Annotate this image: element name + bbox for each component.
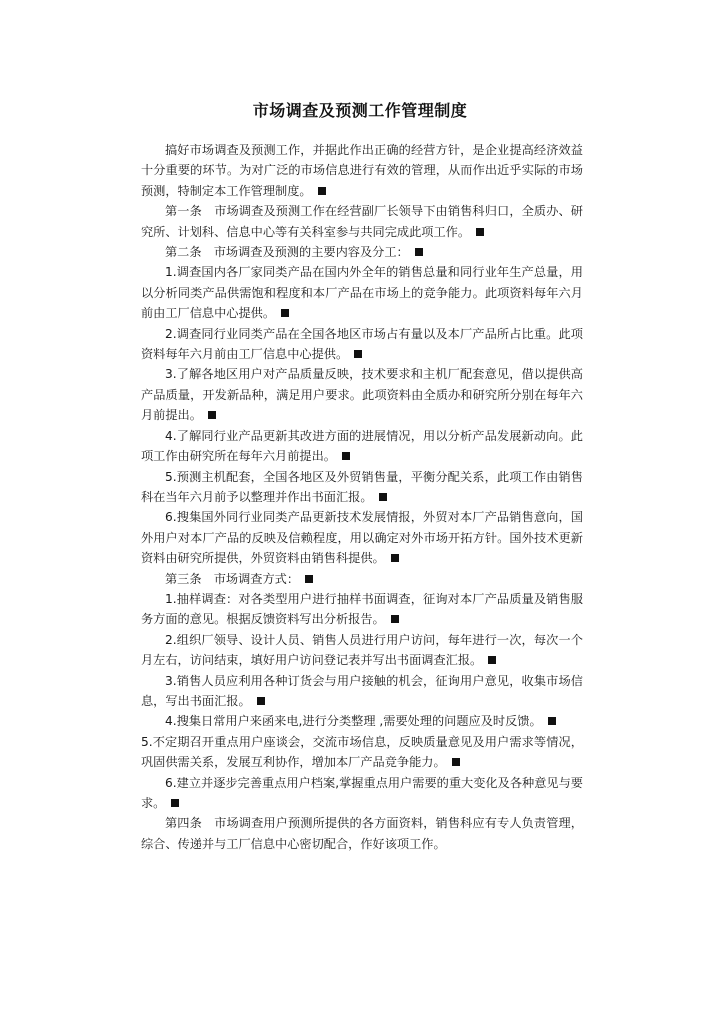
document-body: [141, 140, 583, 854]
paragraph: [141, 507, 583, 568]
paragraph-end-mark-icon: [476, 228, 484, 236]
paragraph-end-mark-icon: [305, 575, 313, 583]
document-title: 市场调查及预测工作管理制度: [252, 101, 468, 120]
paragraph: [141, 630, 583, 671]
paragraph-text: 搞好市场调查及预测工作，并据此作出正确的经营方针，是企业提高经济效益十分重要的环节。为对广泛的市场信息进行有效的管理，从而作出近乎实际的市场预测，特制定本工作管理制度。: [141, 143, 583, 198]
paragraph-text: 4.搜集日常用户来函来电,进行分类整理 ,需要处理的问题应及时反馈。: [165, 714, 542, 729]
paragraph-end-mark-icon: [208, 411, 216, 419]
paragraph-end-mark-icon: [257, 697, 265, 705]
paragraph: [141, 569, 583, 589]
paragraph: [141, 671, 583, 712]
paragraph-text: 第四条 市场调查用户预测所提供的各方面资料，销售科应有专人负责管理，综合、传递并与工厂信息中心密切配合，作好该项工作。: [141, 816, 583, 851]
paragraph: [141, 201, 583, 242]
paragraph: [141, 140, 583, 201]
paragraph-end-mark-icon: [354, 350, 362, 358]
paragraph: [141, 262, 583, 323]
paragraph: [141, 242, 583, 262]
paragraph-end-mark-icon: [415, 248, 423, 256]
paragraph-end-mark-icon: [342, 452, 350, 460]
paragraph: [141, 426, 583, 467]
paragraph: [141, 364, 583, 425]
paragraph-text: 3.销售人员应利用各种订货会与用户接触的机会，征询用户意见，收集市场信息，写出书面汇报。: [141, 673, 583, 708]
paragraph-text: 2.组织厂领导、设计人员、销售人员进行用户访问，每年进行一次，每次一个月左右，访问结束，填好用户访问登记表并写出书面调查汇报。: [141, 632, 583, 668]
paragraph-text: 5.预测主机配套，全国各地区及外贸销售量，平衡分配关系，此项工作由销售科在当年六月前予以整理并作出书面汇报。: [141, 469, 583, 504]
paragraph-end-mark-icon: [391, 554, 399, 562]
paragraph-end-mark-icon: [391, 615, 399, 623]
paragraph-text: 4.了解同行业产品更新其改进方面的进展情况，用以分析产品发展新动向。此项工作由研究所在每年六月前提出。: [141, 428, 583, 464]
paragraph-end-mark-icon: [452, 758, 460, 766]
paragraph-end-mark-icon: [488, 656, 496, 664]
paragraph: [141, 324, 583, 365]
paragraph: [141, 467, 583, 508]
paragraph-text: 6.建立并逐步完善重点用户档案,掌握重点用户需要的重大变化及各种意见与要求。: [141, 775, 583, 810]
paragraph: [141, 773, 583, 814]
paragraph: [141, 711, 583, 731]
paragraph-text: 5.不定期召开重点用户座谈会，交流市场信息，反映质量意见及用户需求等情况，巩固供需关系，发展互利协作，增加本厂产品竞争能力。: [141, 734, 583, 770]
paragraph-text: 第一条 市场调查及预测工作在经营副厂长领导下由销售科归口，全质办、研究所、计划科、信息中心等有关科室参与共同完成此项工作。: [141, 204, 583, 239]
paragraph-text: 2.调查同行业同类产品在全国各地区市场占有量以及本厂产品所占比重。此项资料每年六月前由工厂信息中心提供。: [141, 326, 583, 362]
paragraph: [141, 732, 583, 773]
paragraph-text: 3.了解各地区用户对产品质量反映，技术要求和主机厂配套意见，借以提供高产品质量，开发新品种，满足用户要求。此项资料由全质办和研究所分别在每年六月前提出。: [141, 367, 583, 423]
paragraph-text: 1.调查国内各厂家同类产品在国内外全年的销售总量和同行业年生产总量，用以分析同类产品供需饱和程度和本厂产品在市场上的竞争能力。此项资料每年六月前由工厂信息中心提供。: [141, 265, 583, 321]
paragraph-end-mark-icon: [548, 717, 556, 725]
paragraph-text: 第二条 市场调查及预测的主要内容及分工：: [165, 245, 409, 260]
paragraph-text: 1.抽样调查：对各类型用户进行抽样书面调查，征询对本厂产品质量及销售服务方面的意见。根据反馈资料写出分析报告。: [141, 591, 583, 627]
paragraph-text: 6.搜集国外同行业同类产品更新技术发展情报，外贸对本厂产品销售意向，国外用户对本厂产品的反映及信赖程度，用以确定对外市场开拓方针。国外技术更新资料由研究所提供，外贸资料由销售科提供。: [141, 510, 583, 566]
paragraph-end-mark-icon: [171, 799, 179, 807]
paragraph-end-mark-icon: [318, 187, 326, 195]
paragraph-end-mark-icon: [379, 493, 387, 501]
paragraph-text: 第三条 市场调查方式：: [165, 571, 300, 586]
paragraph: [141, 589, 583, 630]
paragraph-end-mark-icon: [281, 309, 289, 317]
paragraph: [141, 813, 583, 854]
